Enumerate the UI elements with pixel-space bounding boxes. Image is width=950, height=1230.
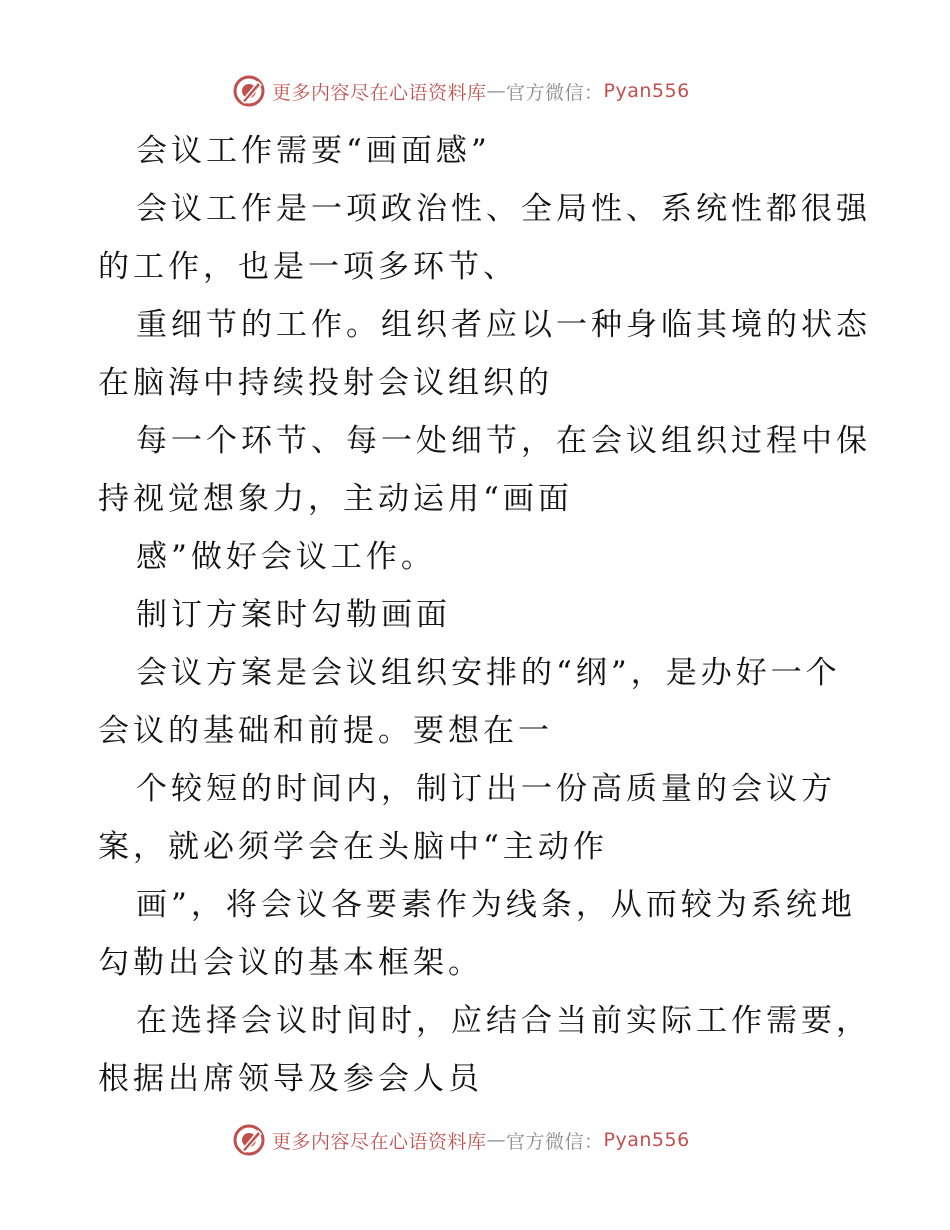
footer-watermark: [232, 1122, 690, 1158]
paragraph-line: 根据出席领导及参会人员: [98, 1061, 483, 1097]
pen-circle-icon: [232, 74, 266, 108]
watermark-separator: —: [486, 80, 507, 102]
document-body: [98, 122, 871, 1108]
paragraph-line: 每一个环节、每一处细节，在会议组织过程中保: [136, 423, 871, 459]
document-title: 会议工作需要“画面感”: [136, 133, 491, 169]
watermark-site-text: 更多内容尽在心语资料库: [272, 81, 487, 104]
paragraph-line: 在脑海中持续投射会议组织的: [98, 365, 553, 401]
paragraph-line: 在选择会议时间时，应结合当前实际工作需要，: [136, 1003, 871, 1039]
header-watermark: [232, 73, 690, 109]
section-heading: 制订方案时勾勒画面: [136, 597, 451, 633]
paragraph-line: 重细节的工作。组织者应以一种身临其境的状态: [136, 307, 871, 343]
paragraph-line: 会议的基础和前提。要想在一: [98, 713, 553, 749]
paragraph-line: 案，就必须学会在头脑中“主动作: [98, 829, 608, 865]
watermark-site-text: 更多内容尽在心语资料库: [272, 1130, 487, 1153]
watermark-separator: —: [486, 1129, 507, 1151]
pen-circle-icon: [232, 1123, 266, 1157]
watermark-wechat-label: 官方微信：: [506, 81, 604, 104]
paragraph-line: 持视觉想象力，主动运用“画面: [98, 481, 573, 517]
paragraph-line: 的工作，也是一项多环节、: [98, 249, 518, 285]
watermark-wechat-id: Pyan556: [603, 1129, 690, 1151]
paragraph-line: 画”，将会议各要素作为线条，从而较为系统地: [136, 887, 856, 923]
paragraph-line: 会议工作是一项政治性、全局性、系统性都很强: [136, 191, 871, 227]
paragraph-line: 勾勒出会议的基本框架。: [98, 945, 483, 981]
watermark-wechat-id: Pyan556: [603, 80, 690, 102]
paragraph-line: 会议方案是会议组织安排的“纲”，是办好一个: [136, 655, 841, 691]
paragraph-line: 个较短的时间内，制订出一份高质量的会议方: [136, 771, 836, 807]
watermark-wechat-label: 官方微信：: [506, 1130, 604, 1153]
paragraph-line: 感”做好会议工作。: [136, 539, 436, 575]
